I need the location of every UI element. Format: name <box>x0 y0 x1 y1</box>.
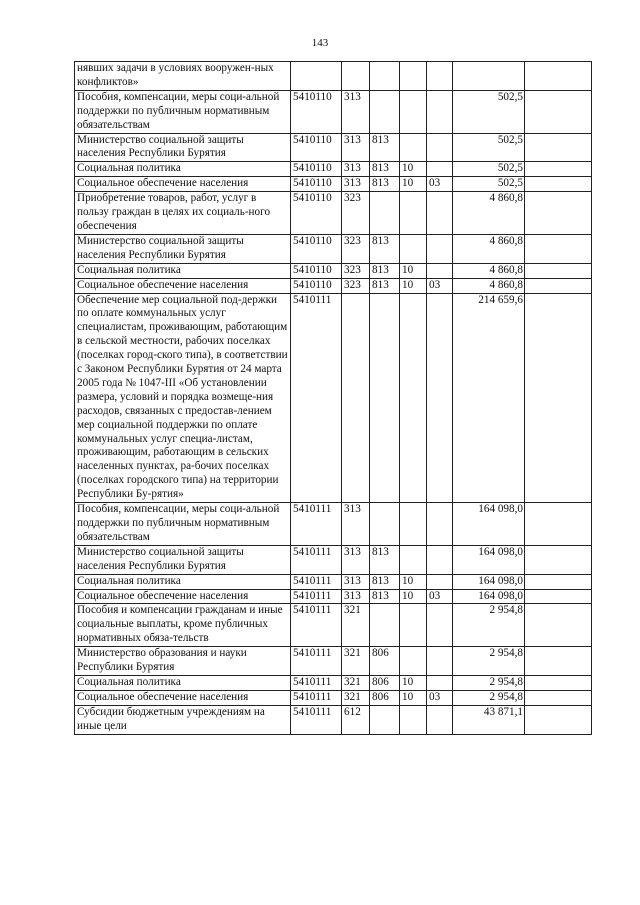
section-cell: 10 <box>400 589 427 604</box>
ministry-code-cell <box>370 62 400 91</box>
subsection-cell: 03 <box>427 177 453 192</box>
table-row <box>75 90 592 133</box>
target-article-cell: 5410110 <box>291 234 342 263</box>
row-name-cell: Социальное обеспечение населения <box>75 177 291 192</box>
section-cell <box>400 545 427 574</box>
row-name-cell: Пособия, компенсации, меры соци-альной поддержки по публичным нормативным обязательствам <box>75 90 291 133</box>
expense-type-cell: 321 <box>342 604 370 647</box>
subsection-cell <box>427 263 453 278</box>
row-name-cell: Обеспечение мер социальной под-держки по оплате коммунальных услуг специалистам, проживающим, работающим в сельской местности, рабочих поселках (поселках город-ского типа), в соответствии с Законом Республики Бурятия от 24 марта 2005 года № 1047-III «Об установлении размера, условий и порядка возмеще-ния расходов, связанных с предостав-лением мер социальной поддержки по оплате коммунальных услуг специа-листам, проживающим, работающим в сельских населенных пунктах, ра-бочих поселках (поселках городского типа) на территории Республики Бу-рятия» <box>75 293 291 503</box>
target-article-cell: 5410110 <box>291 162 342 177</box>
row-name-cell: Министерство социальной защиты населения Республики Бурятия <box>75 234 291 263</box>
target-article-cell: 5410110 <box>291 177 342 192</box>
target-article-cell: 5410111 <box>291 604 342 647</box>
empty-cell <box>525 293 592 503</box>
expense-type-cell: 321 <box>342 690 370 705</box>
target-article-cell: 5410111 <box>291 503 342 546</box>
subsection-cell <box>427 705 453 734</box>
expense-type-cell: 313 <box>342 589 370 604</box>
ministry-code-cell: 813 <box>370 234 400 263</box>
amount-cell: 4 860,8 <box>453 234 525 263</box>
expense-type-cell: 313 <box>342 133 370 162</box>
section-cell: 10 <box>400 263 427 278</box>
table-row <box>75 234 592 263</box>
target-article-cell: 5410111 <box>291 647 342 676</box>
expense-type-cell: 612 <box>342 705 370 734</box>
expense-type-cell <box>342 293 370 503</box>
subsection-cell: 03 <box>427 690 453 705</box>
row-name-cell: Пособия и компенсации гражданам и иные социальные выплаты, кроме публичных нормативных обяза-тельств <box>75 604 291 647</box>
amount-cell: 502,5 <box>453 162 525 177</box>
empty-cell <box>525 604 592 647</box>
ministry-code-cell: 806 <box>370 675 400 690</box>
expense-type-cell: 313 <box>342 177 370 192</box>
expense-type-cell: 323 <box>342 278 370 293</box>
empty-cell <box>525 133 592 162</box>
empty-cell <box>525 690 592 705</box>
ministry-code-cell: 806 <box>370 647 400 676</box>
empty-cell <box>525 162 592 177</box>
row-name-cell: Социальная политика <box>75 574 291 589</box>
target-article-cell: 5410111 <box>291 293 342 503</box>
amount-cell: 502,5 <box>453 177 525 192</box>
target-article-cell: 5410110 <box>291 90 342 133</box>
ministry-code-cell <box>370 293 400 503</box>
row-name-cell: Министерство социальной защиты населения Республики Бурятия <box>75 133 291 162</box>
target-article-cell <box>291 62 342 91</box>
target-article-cell: 5410111 <box>291 675 342 690</box>
subsection-cell <box>427 162 453 177</box>
table-row <box>75 574 592 589</box>
row-name-cell: Социальное обеспечение населения <box>75 278 291 293</box>
section-cell: 10 <box>400 278 427 293</box>
expense-type-cell: 313 <box>342 90 370 133</box>
expense-type-cell: 313 <box>342 162 370 177</box>
subsection-cell: 03 <box>427 278 453 293</box>
expense-type-cell: 313 <box>342 503 370 546</box>
amount-cell: 502,5 <box>453 90 525 133</box>
amount-cell: 2 954,8 <box>453 647 525 676</box>
empty-cell <box>525 234 592 263</box>
section-cell: 10 <box>400 162 427 177</box>
empty-cell <box>525 177 592 192</box>
ministry-code-cell: 813 <box>370 133 400 162</box>
amount-cell: 43 871,1 <box>453 705 525 734</box>
table-row <box>75 278 592 293</box>
expense-type-cell: 321 <box>342 675 370 690</box>
row-name-cell: Министерство социальной защиты населения Республики Бурятия <box>75 545 291 574</box>
empty-cell <box>525 574 592 589</box>
ministry-code-cell: 813 <box>370 589 400 604</box>
expense-type-cell: 321 <box>342 647 370 676</box>
table-row <box>75 162 592 177</box>
empty-cell <box>525 263 592 278</box>
empty-cell <box>525 675 592 690</box>
subsection-cell <box>427 545 453 574</box>
section-cell <box>400 133 427 162</box>
expense-type-cell: 313 <box>342 545 370 574</box>
amount-cell: 2 954,8 <box>453 690 525 705</box>
subsection-cell <box>427 62 453 91</box>
section-cell <box>400 293 427 503</box>
amount-cell: 164 098,0 <box>453 503 525 546</box>
table-row <box>75 177 592 192</box>
table-row <box>75 62 592 91</box>
target-article-cell: 5410111 <box>291 574 342 589</box>
empty-cell <box>525 278 592 293</box>
subsection-cell <box>427 604 453 647</box>
budget-table <box>74 61 592 735</box>
section-cell <box>400 705 427 734</box>
section-cell: 10 <box>400 177 427 192</box>
subsection-cell <box>427 293 453 503</box>
ministry-code-cell: 813 <box>370 263 400 278</box>
amount-cell: 4 860,8 <box>453 192 525 235</box>
row-name-cell: Социальная политика <box>75 675 291 690</box>
row-name-cell: Субсидии бюджетным учреждениям на иные цели <box>75 705 291 734</box>
page-number: 143 <box>311 37 329 49</box>
ministry-code-cell: 813 <box>370 278 400 293</box>
table-row <box>75 503 592 546</box>
subsection-cell <box>427 90 453 133</box>
empty-cell <box>525 705 592 734</box>
empty-cell <box>525 545 592 574</box>
amount-cell: 164 098,0 <box>453 574 525 589</box>
empty-cell <box>525 192 592 235</box>
amount-cell: 214 659,6 <box>453 293 525 503</box>
subsection-cell <box>427 234 453 263</box>
empty-cell <box>525 647 592 676</box>
empty-cell <box>525 503 592 546</box>
ministry-code-cell <box>370 705 400 734</box>
row-name-cell: Министерство образования и науки Республики Бурятия <box>75 647 291 676</box>
ministry-code-cell <box>370 90 400 133</box>
empty-cell <box>525 62 592 91</box>
amount-cell: 4 860,8 <box>453 263 525 278</box>
ministry-code-cell: 813 <box>370 162 400 177</box>
target-article-cell: 5410110 <box>291 278 342 293</box>
ministry-code-cell <box>370 192 400 235</box>
section-cell: 10 <box>400 690 427 705</box>
ministry-code-cell: 813 <box>370 574 400 589</box>
empty-cell <box>525 90 592 133</box>
section-cell: 10 <box>400 574 427 589</box>
row-name-cell: нявших задачи в условиях вооружен-ных конфликтов» <box>75 62 291 91</box>
subsection-cell <box>427 133 453 162</box>
table-row <box>75 589 592 604</box>
row-name-cell: Приобретение товаров, работ, услуг в пользу граждан в целях их социаль-ного обеспечения <box>75 192 291 235</box>
expense-type-cell: 323 <box>342 234 370 263</box>
subsection-cell <box>427 574 453 589</box>
expense-type-cell: 313 <box>342 574 370 589</box>
target-article-cell: 5410111 <box>291 690 342 705</box>
table-row <box>75 293 592 503</box>
table-row <box>75 675 592 690</box>
subsection-cell <box>427 647 453 676</box>
section-cell <box>400 90 427 133</box>
table-body <box>75 62 592 735</box>
section-cell <box>400 234 427 263</box>
section-cell <box>400 192 427 235</box>
target-article-cell: 5410111 <box>291 545 342 574</box>
row-name-cell: Социальное обеспечение населения <box>75 589 291 604</box>
amount-cell: 164 098,0 <box>453 589 525 604</box>
table-row <box>75 604 592 647</box>
subsection-cell <box>427 503 453 546</box>
table-row <box>75 705 592 734</box>
target-article-cell: 5410110 <box>291 263 342 278</box>
ministry-code-cell: 806 <box>370 690 400 705</box>
section-cell: 10 <box>400 675 427 690</box>
section-cell <box>400 62 427 91</box>
section-cell <box>400 503 427 546</box>
section-cell <box>400 604 427 647</box>
target-article-cell: 5410111 <box>291 589 342 604</box>
ministry-code-cell: 813 <box>370 545 400 574</box>
table-row <box>75 263 592 278</box>
table-row <box>75 192 592 235</box>
row-name-cell: Социальное обеспечение населения <box>75 690 291 705</box>
expense-type-cell <box>342 62 370 91</box>
ministry-code-cell: 813 <box>370 177 400 192</box>
table-row <box>75 690 592 705</box>
amount-cell: 2 954,8 <box>453 675 525 690</box>
row-name-cell: Социальная политика <box>75 162 291 177</box>
target-article-cell: 5410110 <box>291 192 342 235</box>
amount-cell: 164 098,0 <box>453 545 525 574</box>
row-name-cell: Пособия, компенсации, меры соци-альной поддержки по публичным нормативным обязательствам <box>75 503 291 546</box>
amount-cell <box>453 62 525 91</box>
expense-type-cell: 323 <box>342 263 370 278</box>
empty-cell <box>525 589 592 604</box>
ministry-code-cell <box>370 604 400 647</box>
subsection-cell <box>427 675 453 690</box>
expense-type-cell: 323 <box>342 192 370 235</box>
amount-cell: 4 860,8 <box>453 278 525 293</box>
amount-cell: 502,5 <box>453 133 525 162</box>
section-cell <box>400 647 427 676</box>
row-name-cell: Социальная политика <box>75 263 291 278</box>
subsection-cell <box>427 192 453 235</box>
table-row <box>75 545 592 574</box>
amount-cell: 2 954,8 <box>453 604 525 647</box>
subsection-cell: 03 <box>427 589 453 604</box>
target-article-cell: 5410110 <box>291 133 342 162</box>
table-row <box>75 647 592 676</box>
table-row <box>75 133 592 162</box>
target-article-cell: 5410111 <box>291 705 342 734</box>
ministry-code-cell <box>370 503 400 546</box>
